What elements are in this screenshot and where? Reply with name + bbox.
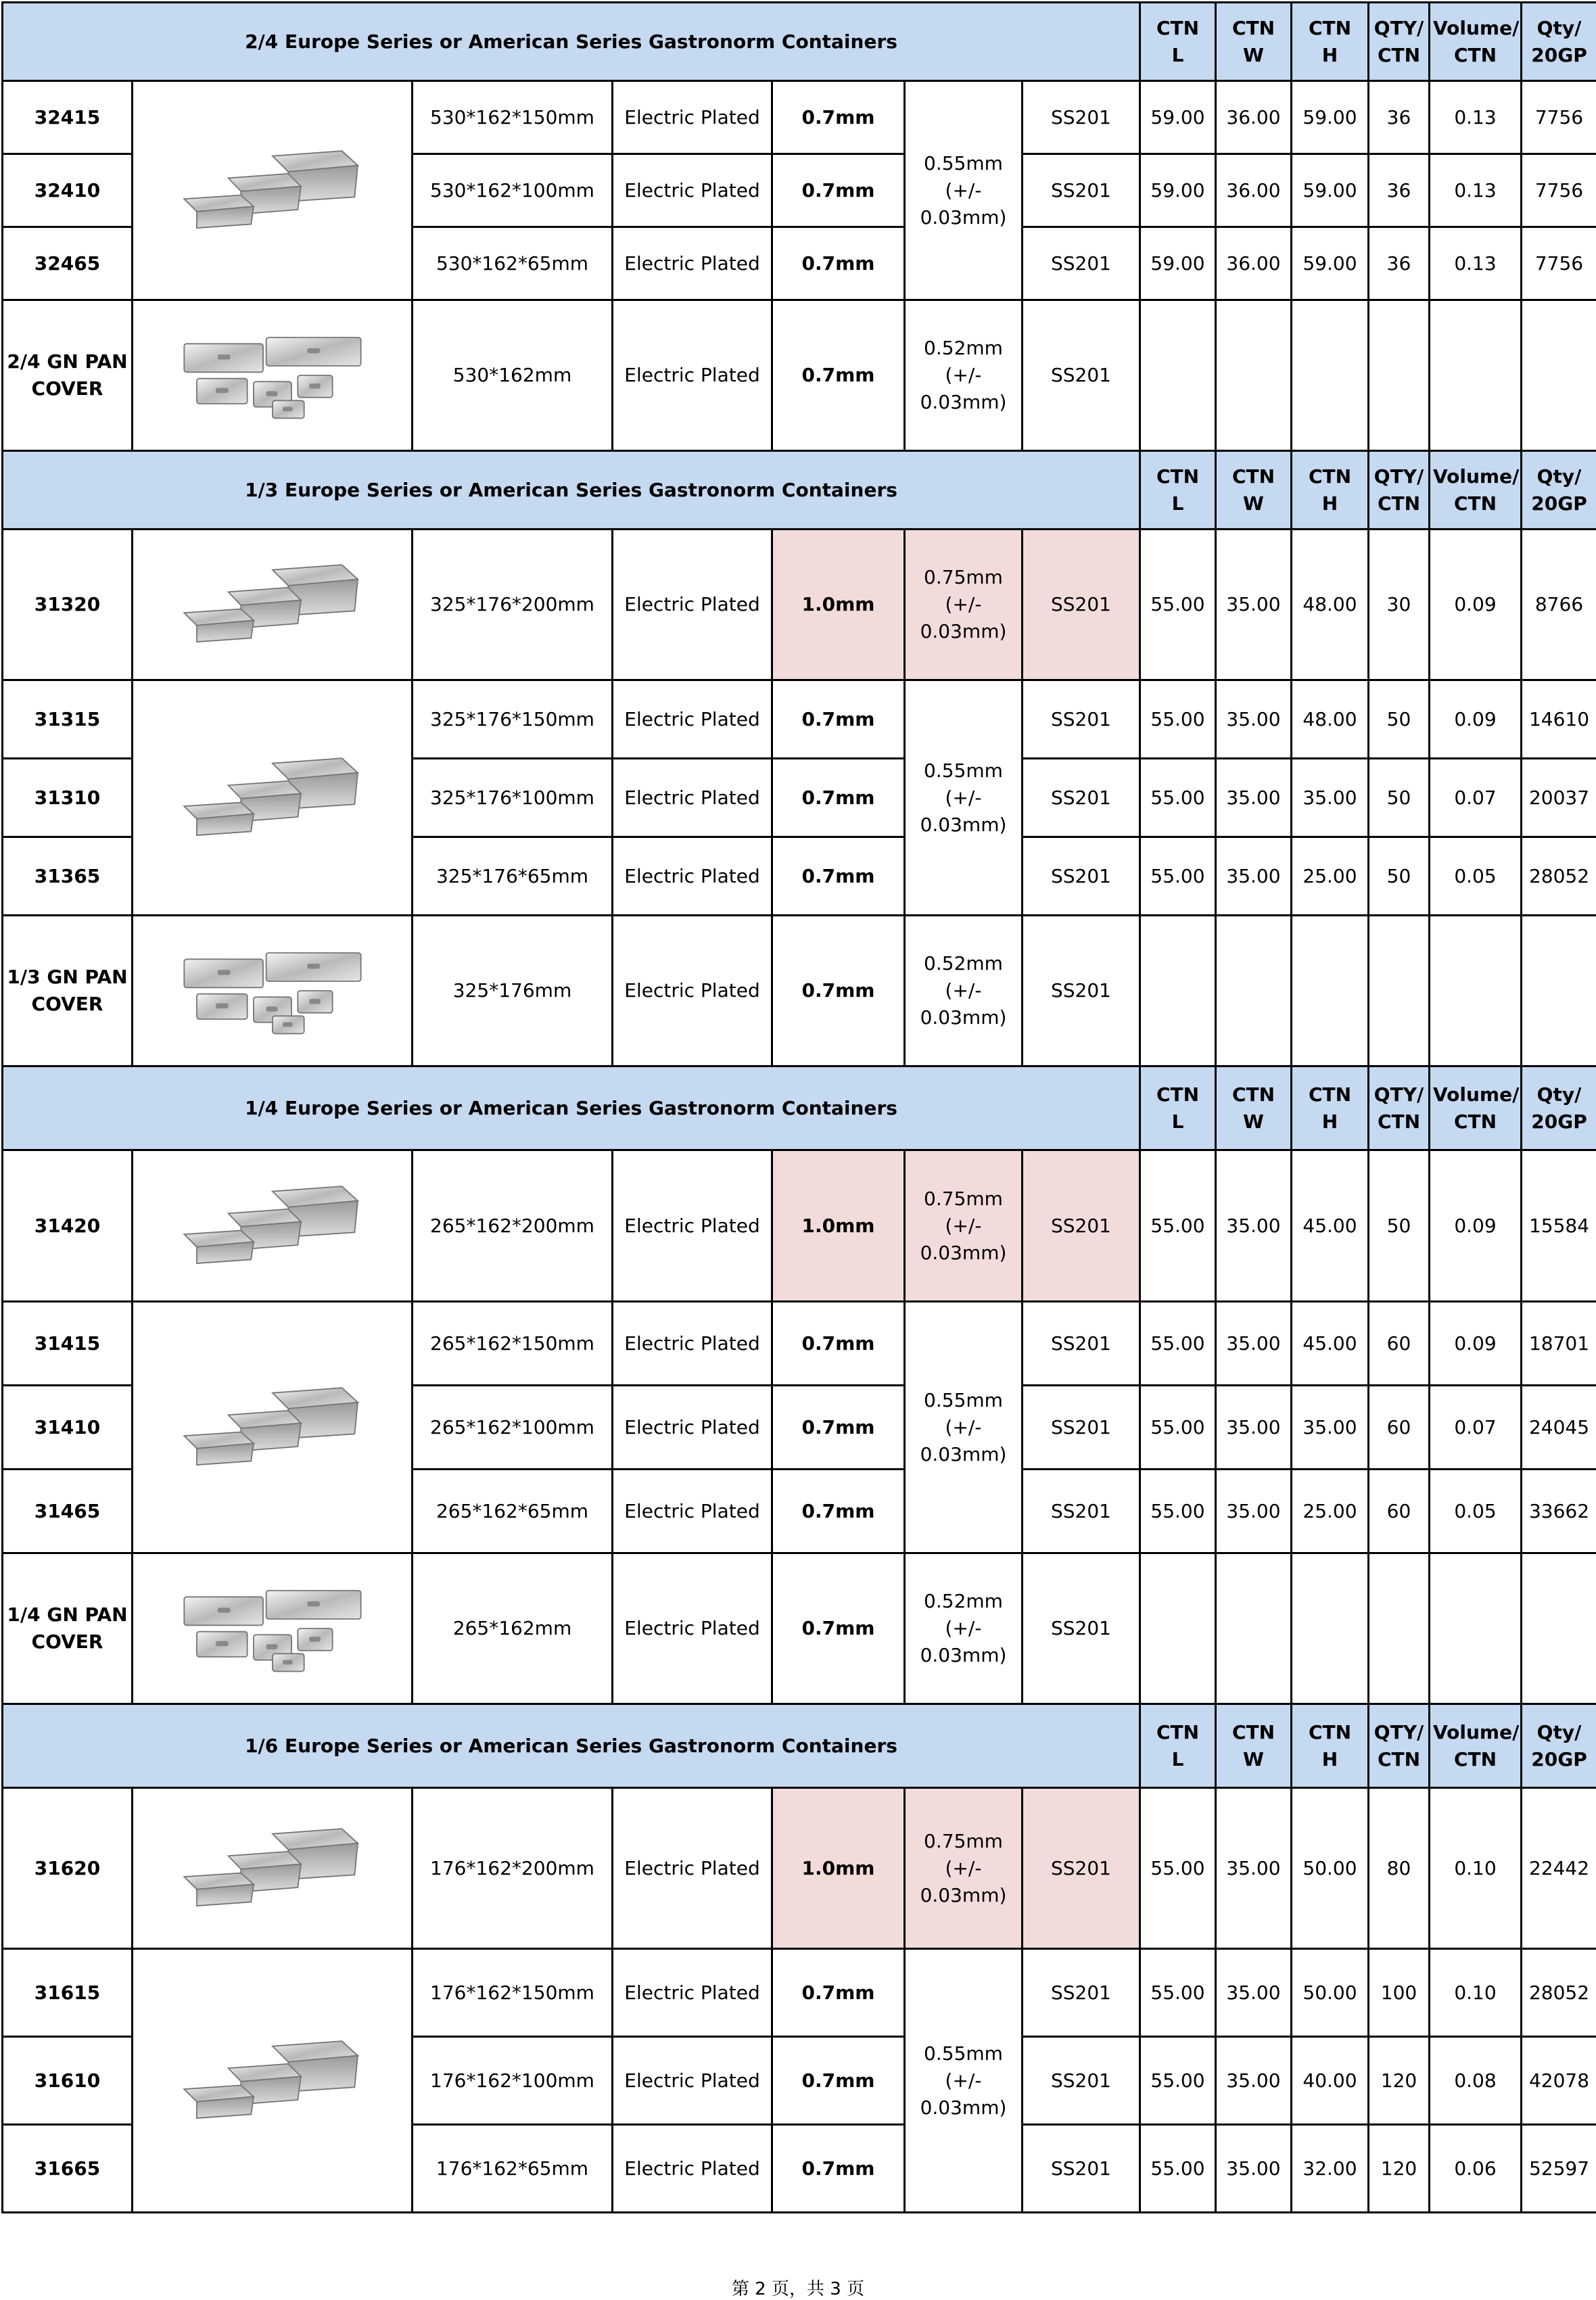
item-code: 31415 xyxy=(3,1302,133,1386)
ctn-l: 55.00 xyxy=(1140,1470,1216,1553)
empty-cell xyxy=(1292,300,1369,451)
pans-image xyxy=(133,1302,413,1553)
item-size: 325*176*200mm xyxy=(413,530,613,680)
vol-ctn: 0.07 xyxy=(1430,759,1522,837)
empty-cell xyxy=(1522,1553,1596,1704)
empty-cell xyxy=(1216,1553,1292,1704)
item-size: 325*176*150mm xyxy=(413,680,613,759)
qty-20gp: 18701 xyxy=(1522,1302,1596,1386)
item-size: 325*176*100mm xyxy=(413,759,613,837)
table-row xyxy=(3,680,1596,759)
empty-cell xyxy=(1140,300,1216,451)
empty-cell xyxy=(1140,916,1216,1066)
item-material: SS201 xyxy=(1023,759,1140,837)
section-title: 2/4 Europe Series or American Series Gastronorm Containers xyxy=(3,3,1140,81)
qty-20gp: 24045 xyxy=(1522,1386,1596,1470)
item-finish: Electric Plated xyxy=(613,1788,772,1949)
qty-ctn: 50 xyxy=(1369,1150,1430,1302)
item-material: SS201 xyxy=(1023,1470,1140,1553)
item-material: SS201 xyxy=(1023,300,1140,451)
item-finish: Electric Plated xyxy=(613,154,772,227)
ctn-l: 55.00 xyxy=(1140,1788,1216,1949)
ctn-h: 59.00 xyxy=(1292,154,1369,227)
item-size: 530*162*150mm xyxy=(413,81,613,154)
col-ctn-w: CTN W xyxy=(1216,3,1292,81)
ctn-w: 36.00 xyxy=(1216,154,1292,227)
item-code: 31465 xyxy=(3,1470,133,1553)
item-thickness: 0.7mm xyxy=(772,2125,905,2213)
item-code: 31410 xyxy=(3,1386,133,1470)
ctn-h: 45.00 xyxy=(1292,1302,1369,1386)
item-size: 176*162*65mm xyxy=(413,2125,613,2213)
covers-image xyxy=(133,916,413,1066)
section-header xyxy=(3,1066,1596,1150)
qty-ctn: 50 xyxy=(1369,759,1430,837)
item-thickness: 0.7mm xyxy=(772,227,905,300)
item-size: 325*176*65mm xyxy=(413,837,613,916)
item-thickness: 0.7mm xyxy=(772,837,905,916)
item-thickness: 0.7mm xyxy=(772,300,905,451)
pans-image xyxy=(133,1949,413,2213)
item-material: SS201 xyxy=(1023,837,1140,916)
pan-covers-icon xyxy=(171,328,374,423)
item-code: 31420 xyxy=(3,1150,133,1302)
ctn-l: 55.00 xyxy=(1140,837,1216,916)
vol-ctn: 0.09 xyxy=(1430,1302,1522,1386)
item-size: 530*162*65mm xyxy=(413,227,613,300)
col-ctn-w: CTN W xyxy=(1216,1704,1292,1788)
item-thickness: 0.7mm xyxy=(772,1949,905,2037)
pans-icon xyxy=(171,751,374,845)
empty-cell xyxy=(1430,300,1522,451)
item-size: 265*162*65mm xyxy=(413,1470,613,1553)
ctn-h: 25.00 xyxy=(1292,1470,1369,1553)
item-code: 31615 xyxy=(3,1949,133,2037)
empty-cell xyxy=(1292,1553,1369,1704)
item-finish: Electric Plated xyxy=(613,300,772,451)
vol-ctn: 0.09 xyxy=(1430,1150,1522,1302)
col-volume-ctn: Volume/ CTN xyxy=(1430,1066,1522,1150)
col-ctn-l: CTN L xyxy=(1140,1704,1216,1788)
item-code: 32465 xyxy=(3,227,133,300)
item-thickness: 0.7mm xyxy=(772,1386,905,1470)
item-code: 31310 xyxy=(3,759,133,837)
empty-cell xyxy=(1216,916,1292,1066)
cover-row xyxy=(3,1553,1596,1704)
item-code: 31320 xyxy=(3,530,133,680)
qty-ctn: 50 xyxy=(1369,680,1430,759)
qty-ctn: 36 xyxy=(1369,154,1430,227)
ctn-w: 35.00 xyxy=(1216,1386,1292,1470)
item-finish: Electric Plated xyxy=(613,227,772,300)
qty-20gp: 15584 xyxy=(1522,1150,1596,1302)
ctn-l: 55.00 xyxy=(1140,2037,1216,2125)
col-volume-ctn: Volume/ CTN xyxy=(1430,451,1522,530)
item-thickness: 1.0mm xyxy=(772,1788,905,1949)
section-header xyxy=(3,451,1596,530)
vol-ctn: 0.09 xyxy=(1430,680,1522,759)
empty-cell xyxy=(1522,300,1596,451)
qty-ctn: 120 xyxy=(1369,2125,1430,2213)
qty-20gp: 28052 xyxy=(1522,837,1596,916)
item-finish: Electric Plated xyxy=(613,530,772,680)
qty-ctn: 30 xyxy=(1369,530,1430,680)
table-row xyxy=(3,530,1596,680)
covers-image xyxy=(133,300,413,451)
item-thickness: 0.7mm xyxy=(772,759,905,837)
item-material: SS201 xyxy=(1023,1949,1140,2037)
item-thickness: 0.7mm xyxy=(772,1553,905,1704)
cover-row xyxy=(3,300,1596,451)
item-finish: Electric Plated xyxy=(613,1470,772,1553)
pans-icon xyxy=(171,1179,374,1273)
item-code: 32410 xyxy=(3,154,133,227)
pans-icon xyxy=(171,557,374,652)
qty-ctn: 60 xyxy=(1369,1470,1430,1553)
item-finish: Electric Plated xyxy=(613,1386,772,1470)
col-qty-20gp: Qty/ 20GP xyxy=(1522,1704,1596,1788)
item-size: 325*176mm xyxy=(413,916,613,1066)
item-thickness: 1.0mm xyxy=(772,530,905,680)
item-code: 31610 xyxy=(3,2037,133,2125)
item-finish: Electric Plated xyxy=(613,1150,772,1302)
col-ctn-h: CTN H xyxy=(1292,451,1369,530)
item-finish: Electric Plated xyxy=(613,759,772,837)
item-material: SS201 xyxy=(1023,2125,1140,2213)
vol-ctn: 0.05 xyxy=(1430,837,1522,916)
pans-icon xyxy=(171,1821,374,1916)
ctn-w: 35.00 xyxy=(1216,2125,1292,2213)
empty-cell xyxy=(1430,916,1522,1066)
col-ctn-h: CTN H xyxy=(1292,1066,1369,1150)
col-ctn-w: CTN W xyxy=(1216,1066,1292,1150)
col-qty-ctn: QTY/ CTN xyxy=(1369,1704,1430,1788)
ctn-w: 36.00 xyxy=(1216,227,1292,300)
ctn-l: 55.00 xyxy=(1140,1302,1216,1386)
ctn-l: 55.00 xyxy=(1140,1386,1216,1470)
item-thickness: 0.7mm xyxy=(772,680,905,759)
empty-cell xyxy=(1292,916,1369,1066)
ctn-h: 40.00 xyxy=(1292,2037,1369,2125)
section-title: 1/4 Europe Series or American Series Gastronorm Containers xyxy=(3,1066,1140,1150)
item-size: 265*162*200mm xyxy=(413,1150,613,1302)
ctn-w: 36.00 xyxy=(1216,81,1292,154)
ctn-h: 35.00 xyxy=(1292,1386,1369,1470)
item-material: SS201 xyxy=(1023,81,1140,154)
pan-covers-icon xyxy=(171,943,374,1038)
item-size: 176*162*200mm xyxy=(413,1788,613,1949)
ctn-h: 50.00 xyxy=(1292,1788,1369,1949)
col-volume-ctn: Volume/ CTN xyxy=(1430,3,1522,81)
table-row xyxy=(3,81,1596,154)
item-size: 265*162*100mm xyxy=(413,1386,613,1470)
item-thickness: 0.7mm xyxy=(772,154,905,227)
vol-ctn: 0.13 xyxy=(1430,227,1522,300)
item-tolerance: 0.55mm (+/- 0.03mm) xyxy=(905,81,1023,300)
item-material: SS201 xyxy=(1023,1788,1140,1949)
ctn-l: 55.00 xyxy=(1140,1949,1216,2037)
item-tolerance: 0.52mm (+/- 0.03mm) xyxy=(905,916,1023,1066)
item-tolerance: 0.52mm (+/- 0.03mm) xyxy=(905,1553,1023,1704)
section-header xyxy=(3,1704,1596,1788)
pans-image xyxy=(133,680,413,916)
item-material: SS201 xyxy=(1023,680,1140,759)
item-tolerance: 0.75mm (+/- 0.03mm) xyxy=(905,530,1023,680)
pans-image xyxy=(133,81,413,300)
cover-row xyxy=(3,916,1596,1066)
col-qty-ctn: QTY/ CTN xyxy=(1369,3,1430,81)
qty-ctn: 36 xyxy=(1369,227,1430,300)
item-finish: Electric Plated xyxy=(613,837,772,916)
section-title: 1/6 Europe Series or American Series Gastronorm Containers xyxy=(3,1704,1140,1788)
item-size: 265*162*150mm xyxy=(413,1302,613,1386)
ctn-h: 50.00 xyxy=(1292,1949,1369,2037)
item-thickness: 0.7mm xyxy=(772,81,905,154)
empty-cell xyxy=(1369,300,1430,451)
ctn-h: 48.00 xyxy=(1292,530,1369,680)
item-code: 32415 xyxy=(3,81,133,154)
table-row xyxy=(3,1949,1596,2037)
vol-ctn: 0.05 xyxy=(1430,1470,1522,1553)
qty-20gp: 33662 xyxy=(1522,1470,1596,1553)
ctn-h: 45.00 xyxy=(1292,1150,1369,1302)
item-finish: Electric Plated xyxy=(613,916,772,1066)
item-tolerance: 0.75mm (+/- 0.03mm) xyxy=(905,1150,1023,1302)
item-material: SS201 xyxy=(1023,154,1140,227)
covers-image xyxy=(133,1553,413,1704)
ctn-l: 55.00 xyxy=(1140,1150,1216,1302)
item-finish: Electric Plated xyxy=(613,1302,772,1386)
ctn-w: 35.00 xyxy=(1216,759,1292,837)
col-ctn-w: CTN W xyxy=(1216,451,1292,530)
ctn-l: 55.00 xyxy=(1140,2125,1216,2213)
empty-cell xyxy=(1522,916,1596,1066)
col-ctn-l: CTN L xyxy=(1140,3,1216,81)
qty-20gp: 14610 xyxy=(1522,680,1596,759)
qty-ctn: 36 xyxy=(1369,81,1430,154)
ctn-h: 35.00 xyxy=(1292,759,1369,837)
qty-ctn: 60 xyxy=(1369,1302,1430,1386)
ctn-l: 55.00 xyxy=(1140,680,1216,759)
item-tolerance: 0.55mm (+/- 0.03mm) xyxy=(905,1302,1023,1553)
ctn-l: 59.00 xyxy=(1140,227,1216,300)
item-material: SS201 xyxy=(1023,1386,1140,1470)
qty-20gp: 7756 xyxy=(1522,227,1596,300)
col-qty-ctn: QTY/ CTN xyxy=(1369,451,1430,530)
table-row xyxy=(3,1788,1596,1949)
item-thickness: 0.7mm xyxy=(772,916,905,1066)
ctn-w: 35.00 xyxy=(1216,837,1292,916)
qty-20gp: 52597 xyxy=(1522,2125,1596,2213)
item-size: 176*162*150mm xyxy=(413,1949,613,2037)
pans-icon xyxy=(171,143,374,238)
item-finish: Electric Plated xyxy=(613,81,772,154)
ctn-w: 35.00 xyxy=(1216,1788,1292,1949)
col-ctn-l: CTN L xyxy=(1140,451,1216,530)
ctn-w: 35.00 xyxy=(1216,1150,1292,1302)
vol-ctn: 0.10 xyxy=(1430,1788,1522,1949)
qty-ctn: 80 xyxy=(1369,1788,1430,1949)
col-qty-20gp: Qty/ 20GP xyxy=(1522,451,1596,530)
item-size: 530*162mm xyxy=(413,300,613,451)
page-footer: 第 2 页，共 3 页 xyxy=(0,2275,1596,2300)
item-code: 31665 xyxy=(3,2125,133,2213)
col-ctn-h: CTN H xyxy=(1292,1704,1369,1788)
ctn-l: 55.00 xyxy=(1140,759,1216,837)
empty-cell xyxy=(1369,916,1430,1066)
item-material: SS201 xyxy=(1023,2037,1140,2125)
table-row xyxy=(3,1150,1596,1302)
item-thickness: 0.7mm xyxy=(772,1470,905,1553)
ctn-w: 35.00 xyxy=(1216,2037,1292,2125)
qty-20gp: 20037 xyxy=(1522,759,1596,837)
vol-ctn: 0.13 xyxy=(1430,154,1522,227)
vol-ctn: 0.07 xyxy=(1430,1386,1522,1470)
vol-ctn: 0.06 xyxy=(1430,2125,1522,2213)
item-size: 530*162*100mm xyxy=(413,154,613,227)
ctn-w: 35.00 xyxy=(1216,1470,1292,1553)
item-material: SS201 xyxy=(1023,227,1140,300)
section-header xyxy=(3,3,1596,81)
item-code: 31365 xyxy=(3,837,133,916)
col-ctn-h: CTN H xyxy=(1292,3,1369,81)
qty-ctn: 100 xyxy=(1369,1949,1430,2037)
item-material: SS201 xyxy=(1023,1150,1140,1302)
ctn-h: 25.00 xyxy=(1292,837,1369,916)
ctn-h: 32.00 xyxy=(1292,2125,1369,2213)
qty-20gp: 8766 xyxy=(1522,530,1596,680)
qty-20gp: 7756 xyxy=(1522,81,1596,154)
ctn-l: 59.00 xyxy=(1140,154,1216,227)
vol-ctn: 0.13 xyxy=(1430,81,1522,154)
col-qty-ctn: QTY/ CTN xyxy=(1369,1066,1430,1150)
item-tolerance: 0.75mm (+/- 0.03mm) xyxy=(905,1788,1023,1949)
qty-ctn: 60 xyxy=(1369,1386,1430,1470)
item-thickness: 0.7mm xyxy=(772,1302,905,1386)
pans-image xyxy=(133,1150,413,1302)
pans-image xyxy=(133,1788,413,1949)
item-finish: Electric Plated xyxy=(613,1553,772,1704)
ctn-w: 35.00 xyxy=(1216,530,1292,680)
ctn-l: 59.00 xyxy=(1140,81,1216,154)
vol-ctn: 0.09 xyxy=(1430,530,1522,680)
item-code: 1/4 GN PAN COVER xyxy=(3,1553,133,1704)
ctn-w: 35.00 xyxy=(1216,1949,1292,2037)
ctn-w: 35.00 xyxy=(1216,1302,1292,1386)
qty-ctn: 120 xyxy=(1369,2037,1430,2125)
qty-20gp: 28052 xyxy=(1522,1949,1596,2037)
empty-cell xyxy=(1140,1553,1216,1704)
ctn-h: 48.00 xyxy=(1292,680,1369,759)
col-volume-ctn: Volume/ CTN xyxy=(1430,1704,1522,1788)
item-finish: Electric Plated xyxy=(613,2037,772,2125)
vol-ctn: 0.10 xyxy=(1430,1949,1522,2037)
ctn-h: 59.00 xyxy=(1292,227,1369,300)
item-thickness: 1.0mm xyxy=(772,1150,905,1302)
empty-cell xyxy=(1216,300,1292,451)
item-material: SS201 xyxy=(1023,1302,1140,1386)
item-size: 265*162mm xyxy=(413,1553,613,1704)
pans-icon xyxy=(171,1380,374,1475)
item-code: 1/3 GN PAN COVER xyxy=(3,916,133,1066)
item-finish: Electric Plated xyxy=(613,680,772,759)
col-qty-20gp: Qty/ 20GP xyxy=(1522,1066,1596,1150)
pans-image xyxy=(133,530,413,680)
empty-cell xyxy=(1369,1553,1430,1704)
item-tolerance: 0.55mm (+/- 0.03mm) xyxy=(905,680,1023,916)
ctn-l: 55.00 xyxy=(1140,530,1216,680)
item-code: 2/4 GN PAN COVER xyxy=(3,300,133,451)
qty-20gp: 22442 xyxy=(1522,1788,1596,1949)
ctn-w: 35.00 xyxy=(1216,680,1292,759)
qty-ctn: 50 xyxy=(1369,837,1430,916)
pans-icon xyxy=(171,2034,374,2128)
item-material: SS201 xyxy=(1023,1553,1140,1704)
col-ctn-l: CTN L xyxy=(1140,1066,1216,1150)
section-title: 1/3 Europe Series or American Series Gastronorm Containers xyxy=(3,451,1140,530)
qty-20gp: 7756 xyxy=(1522,154,1596,227)
item-thickness: 0.7mm xyxy=(772,2037,905,2125)
item-finish: Electric Plated xyxy=(613,2125,772,2213)
item-code: 31620 xyxy=(3,1788,133,1949)
product-spec-table xyxy=(1,1,1596,2213)
item-tolerance: 0.55mm (+/- 0.03mm) xyxy=(905,1949,1023,2213)
item-code: 31315 xyxy=(3,680,133,759)
vol-ctn: 0.08 xyxy=(1430,2037,1522,2125)
col-qty-20gp: Qty/ 20GP xyxy=(1522,3,1596,81)
item-material: SS201 xyxy=(1023,530,1140,680)
item-tolerance: 0.52mm (+/- 0.03mm) xyxy=(905,300,1023,451)
empty-cell xyxy=(1430,1553,1522,1704)
pan-covers-icon xyxy=(171,1581,374,1676)
table-row xyxy=(3,1302,1596,1386)
ctn-h: 59.00 xyxy=(1292,81,1369,154)
item-size: 176*162*100mm xyxy=(413,2037,613,2125)
item-finish: Electric Plated xyxy=(613,1949,772,2037)
qty-20gp: 42078 xyxy=(1522,2037,1596,2125)
item-material: SS201 xyxy=(1023,916,1140,1066)
